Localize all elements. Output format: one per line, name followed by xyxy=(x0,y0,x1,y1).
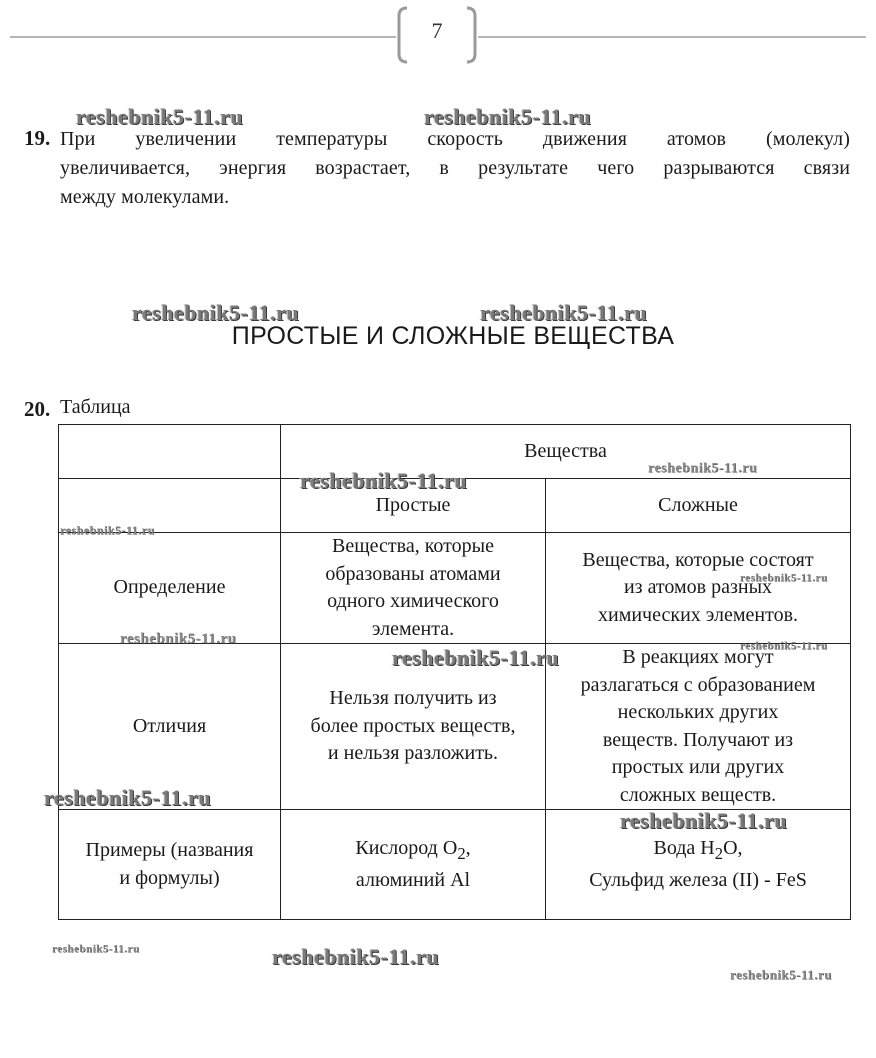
table-row xyxy=(59,533,851,644)
q19-line-1: При увеличении температуры скорость движения атомов (молекул) xyxy=(60,128,850,150)
q19-line-3: между молекулами. xyxy=(60,186,230,208)
formula-text: O, xyxy=(723,836,743,859)
examples-complex xyxy=(546,810,851,920)
definition-complex xyxy=(546,533,851,644)
watermark: reshebnik5-11.ru xyxy=(740,640,828,652)
table-subheader-row xyxy=(59,479,851,533)
watermark: reshebnik5-11.ru xyxy=(730,967,833,982)
examples-simple xyxy=(281,810,546,920)
differences-simple xyxy=(281,644,546,810)
watermark: reshebnik5-11.ru xyxy=(392,645,560,670)
differences-complex xyxy=(546,644,851,810)
formula-subscript: 2 xyxy=(714,843,724,863)
definition-simple xyxy=(281,533,546,644)
watermark: reshebnik5-11.ru xyxy=(132,300,300,325)
cell-line: Сульфид железа (II) - FeS xyxy=(589,869,807,891)
watermark: reshebnik5-11.ru xyxy=(60,523,155,537)
header-substances: Вещества xyxy=(281,425,851,479)
formula-text: Вода H xyxy=(653,836,715,859)
row-label-examples xyxy=(59,810,281,920)
question-19-number: 19. xyxy=(24,126,51,150)
table-row xyxy=(59,644,851,810)
cell-line: разлагаться с образованием xyxy=(580,673,816,696)
watermark: reshebnik5-11.ru xyxy=(740,572,828,584)
cell-line: простых или других xyxy=(611,756,785,778)
cell-line: из атомов разных xyxy=(623,576,773,599)
substances-table xyxy=(58,424,851,920)
cell-line: и формулы) xyxy=(119,866,220,889)
cell-line xyxy=(552,835,844,868)
watermark: reshebnik5-11.ru xyxy=(272,944,440,969)
cell-line: алюминий Al xyxy=(355,869,471,891)
watermark: reshebnik5-11.ru xyxy=(52,943,140,955)
header-complex: Сложные xyxy=(546,479,851,533)
cell-line: более простых веществ, xyxy=(310,714,516,737)
cell-line: элемента. xyxy=(371,617,455,640)
watermark: reshebnik5-11.ru xyxy=(424,104,592,129)
cell-line: и нельзя разложить. xyxy=(327,742,499,765)
header-divider-right xyxy=(478,36,866,38)
page-number: 7 xyxy=(431,18,443,43)
formula-text: Кислород O xyxy=(355,836,458,859)
cell-line xyxy=(287,835,539,868)
cell-line: одного химического xyxy=(327,590,499,612)
table-row xyxy=(59,810,851,920)
cell-line: Вещества, которые состоят xyxy=(582,548,814,571)
cell-line: нескольких других xyxy=(617,701,779,723)
cell-line: Вещества, которые xyxy=(332,535,494,557)
watermark: reshebnik5-11.ru xyxy=(480,300,648,325)
watermark: reshebnik5-11.ru xyxy=(648,461,758,476)
header-divider-left xyxy=(10,36,396,38)
row-label-differences: Отличия xyxy=(59,644,281,810)
cell-line: сложных веществ. xyxy=(619,783,777,806)
formula-subscript: 2 xyxy=(457,843,466,863)
page-number-frame xyxy=(397,6,477,64)
header-simple: Простые xyxy=(281,479,546,533)
table-header-row xyxy=(59,425,851,479)
cell-line: веществ. Получают из xyxy=(602,728,794,751)
table-empty-cell xyxy=(59,479,281,533)
cell-line: образованы атомами xyxy=(325,562,501,585)
row-label-definition: Определение xyxy=(59,533,281,644)
watermark: reshebnik5-11.ru xyxy=(620,808,788,833)
watermark: reshebnik5-11.ru xyxy=(300,468,468,493)
q19-line-2: увеличивается, энергия возрастает, в результате чего разрываются связи xyxy=(60,157,850,179)
section-title: ПРОСТЫЕ И СЛОЖНЫЕ ВЕЩЕСТВА xyxy=(231,322,675,350)
watermark: reshebnik5-11.ru xyxy=(44,785,212,810)
cell-line: В реакциях могут xyxy=(622,646,774,668)
formula-text: , xyxy=(465,836,471,859)
question-20-label: Таблица xyxy=(60,396,131,418)
watermark: reshebnik5-11.ru xyxy=(120,631,237,647)
question-19-text xyxy=(60,125,850,212)
table-corner-cell xyxy=(59,425,281,479)
cell-line: Нельзя получить из xyxy=(329,687,497,710)
cell-line: химических элементов. xyxy=(597,603,799,626)
cell-line: Примеры (названия xyxy=(85,839,254,861)
question-20-number: 20. xyxy=(24,397,51,421)
watermark: reshebnik5-11.ru xyxy=(76,104,244,129)
